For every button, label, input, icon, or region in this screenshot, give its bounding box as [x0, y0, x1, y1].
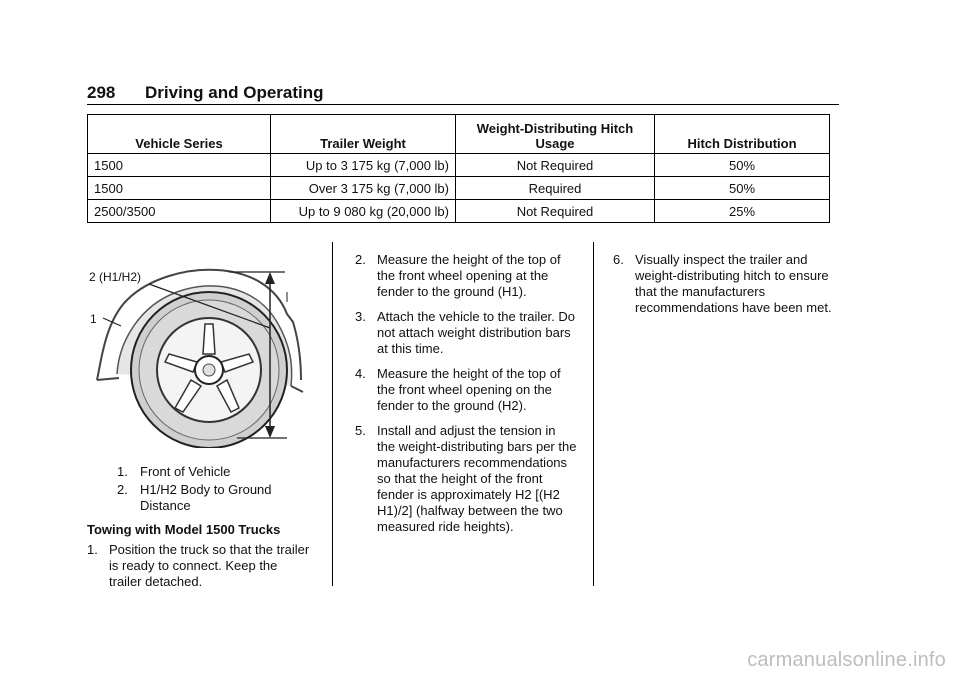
table-header-cell: Vehicle Series	[88, 115, 271, 154]
towing-steps	[87, 542, 313, 590]
list-item	[355, 423, 577, 535]
table-cell: 2500/3500	[88, 200, 271, 223]
list-number: 1.	[87, 542, 98, 557]
table-row	[88, 200, 830, 223]
figure-callout-1: 1	[90, 312, 97, 326]
table-header-row	[88, 115, 830, 154]
step-text: Install and adjust the tension in the weight-distributing bars per the manufacturers recommendations so that the height of the front fender is approximately H2 [(H2 H1)/2] (halfway between the two measured ride heights).	[377, 423, 577, 534]
list-item	[355, 366, 577, 414]
wheel-height-figure	[87, 262, 317, 448]
step-text: Position the truck so that the trailer is ready to connect. Keep the trailer detached.	[109, 542, 310, 589]
table-cell: 1500	[88, 177, 271, 200]
table-header-cell: Hitch Distribution	[655, 115, 830, 154]
table-header-cell: Weight-Distributing Hitch Usage	[456, 115, 655, 154]
list-number: 1.	[117, 464, 128, 479]
watermark: carmanualsonline.info	[747, 649, 946, 671]
table-cell: Not Required	[456, 154, 655, 177]
towing-heading: Towing with Model 1500 Trucks	[87, 522, 281, 537]
towing-steps	[355, 252, 577, 535]
table-cell: 1500	[88, 154, 271, 177]
step-text: Measure the height of the top of the front wheel opening at the fender to the ground (H1).	[377, 252, 561, 299]
table-cell: Over 3 175 kg (7,000 lb)	[271, 177, 456, 200]
column-right	[613, 252, 835, 325]
step-text: Attach the vehicle to the trailer. Do not attach weight distribution bars at this time.	[377, 309, 575, 356]
wheel-illustration	[87, 262, 317, 448]
list-item	[613, 252, 835, 316]
list-item	[355, 252, 577, 300]
list-item	[87, 482, 313, 514]
table-row	[88, 177, 830, 200]
table-cell: Up to 9 080 kg (20,000 lb)	[271, 200, 456, 223]
column-divider	[332, 242, 333, 586]
section-title: Driving and Operating	[145, 83, 324, 102]
column-middle	[355, 252, 577, 544]
column-left	[87, 464, 313, 599]
figure-callout-2: 2 (H1/H2)	[89, 270, 142, 284]
table-cell: 50%	[655, 154, 830, 177]
table-cell: 50%	[655, 177, 830, 200]
hitch-spec-table	[87, 114, 830, 223]
list-number: 5.	[355, 423, 366, 438]
table-row	[88, 154, 830, 177]
list-number: 6.	[613, 252, 624, 267]
list-number: 2.	[117, 482, 128, 497]
column-divider	[593, 242, 594, 586]
list-number: 3.	[355, 309, 366, 324]
list-item	[355, 309, 577, 357]
list-number: 2.	[355, 252, 366, 267]
step-text: Measure the height of the top of the front wheel opening on the fender to the ground (H2).	[377, 366, 561, 413]
table-cell: Up to 3 175 kg (7,000 lb)	[271, 154, 456, 177]
figure-caption-list	[87, 464, 313, 514]
page-number: 298	[87, 83, 116, 102]
table-cell: Not Required	[456, 200, 655, 223]
table-cell: 25%	[655, 200, 830, 223]
towing-steps	[613, 252, 835, 316]
caption-text: Front of Vehicle	[140, 464, 231, 479]
list-item	[87, 542, 313, 590]
table-header-cell: Trailer Weight	[271, 115, 456, 154]
caption-text: H1/H2 Body to Ground Distance	[140, 482, 272, 513]
step-text: Visually inspect the trailer and weight-distributing hitch to ensure that the manufacturers recommendations have been met.	[635, 252, 832, 315]
list-item	[87, 464, 313, 480]
page-header	[87, 82, 839, 105]
list-number: 4.	[355, 366, 366, 381]
table-cell: Required	[456, 177, 655, 200]
